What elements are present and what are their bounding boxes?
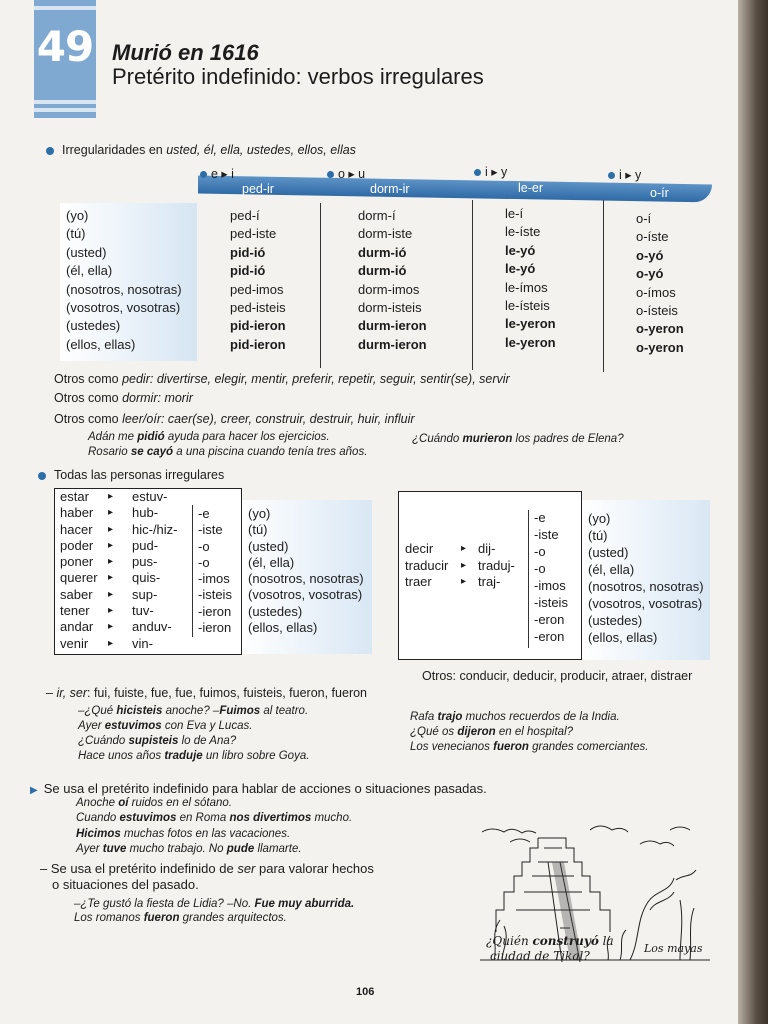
dormir-conjugation: dorm-í dorm-iste durm-ió durm-ió dorm-imos dorm-isteis durm-ieron durm-ieron bbox=[358, 208, 427, 352]
section2-heading: Todas las personas irregulares bbox=[38, 468, 224, 482]
example-elena: ¿Cuándo murieron los padres de Elena? bbox=[412, 433, 624, 445]
unit-subtitle: Pretérito indefinido: verbos irregulares bbox=[112, 64, 484, 89]
verb-dormir: dorm-ir bbox=[370, 182, 410, 196]
book-edge bbox=[738, 0, 768, 1024]
oir-conjugation: o-í o-íste o-yó o-yó o-ímos o-ísteis o-yeron o-yeron bbox=[636, 211, 684, 355]
illustration-answer: Los mayas bbox=[644, 942, 703, 955]
persons-column-3: (yo) (tú) (usted) (él, ella) (nosotros, nosotras) (vosotros, vosotras) (ustedes) (ellos, ellas) bbox=[588, 511, 704, 645]
otros-dormir: Otros como dormir: morir bbox=[54, 391, 193, 405]
ir-ser-examples-left: –¿Qué hicisteis anoche? –Fuimos al teatro. Ayer estuvimos con Eva y Lucas. ¿Cuándo supisteis lo de Ana? Hace unos años traduje un libro sobre Goya. bbox=[78, 705, 310, 762]
verb-oir: o-ír bbox=[650, 186, 669, 200]
infinitives-column: estar haber hacer poder poner querer saber tener andar venir bbox=[60, 489, 98, 651]
bullet-icon bbox=[46, 147, 54, 155]
arrow-column: ▸ ▸ ▸ ▸ ▸ ▸ ▸ ▸ ▸ ▸ bbox=[108, 491, 114, 649]
unit-title: Murió en 1616 bbox=[112, 40, 259, 65]
otros-pedir: Otros como pedir: divertirse, elegir, mentir, preferir, repetir, seguir, sentir(se), servir bbox=[54, 372, 510, 386]
ser-rule-line2: o situaciones del pasado. bbox=[52, 877, 199, 892]
persons-column-2: (yo) (tú) (usted) (él, ella) (nosotros, nosotras) (vosotros, vosotras) (ustedes) (ellos, ellas) bbox=[248, 506, 364, 636]
bullet-icon bbox=[327, 171, 334, 178]
ser-rule-line1: – Se usa el pretérito indefinido de ser para valorar hechos bbox=[40, 861, 374, 876]
bullet-icon bbox=[200, 171, 207, 178]
bullet-icon bbox=[38, 472, 46, 480]
j-stems: dij- traduj- traj- bbox=[478, 541, 515, 589]
stems-column: estuv- hub- hic-/hiz- pud- pus- quis- sup- tuv- anduv- vin- bbox=[132, 489, 178, 651]
change-1: e ▸ i bbox=[200, 166, 234, 181]
verb-leer: le-er bbox=[518, 181, 544, 195]
otros-j-verbs: Otros: conducir, deducir, producir, atraer, distraer bbox=[422, 669, 693, 683]
change-4: i ▸ y bbox=[608, 167, 641, 182]
section4-heading: ▶ Se usa el pretérito indefinido para hablar de acciones o situaciones pasadas. bbox=[30, 781, 487, 796]
j-infinitives: decir traducir traer bbox=[405, 541, 449, 589]
bullet-icon bbox=[474, 169, 481, 176]
unit-number-tab bbox=[34, 0, 96, 118]
bullet-icon bbox=[608, 172, 615, 179]
ir-ser-examples-right: Rafa trajo muchos recuerdos de la India. ¿Qué os dijeron en el hospital? Los venecianos fueron grandes comerciantes. bbox=[410, 711, 649, 753]
leer-conjugation: le-í le-íste le-yó le-yó le-ímos le-ísteis le-yeron le-yeron bbox=[505, 206, 556, 350]
example-rosario: Rosario se cayó a una piscina cuando tenía tres años. bbox=[88, 446, 368, 458]
verb-pedir: ped-ir bbox=[242, 182, 274, 196]
change-2: o ▸ u bbox=[327, 166, 365, 181]
endings-column: -e -iste -o -o -imos -isteis -ieron -ieron bbox=[198, 506, 232, 636]
ser-example-1: –¿Te gustó la fiesta de Lidia? –No. Fue muy aburrida. bbox=[74, 898, 355, 910]
pedir-conjugation: ped-í ped-iste pid-ió pid-ió ped-imos ped-isteis pid-ieron pid-ieron bbox=[230, 208, 286, 352]
otros-leer: Otros como leer/oír: caer(se), creer, construir, destruir, huir, influir bbox=[54, 412, 415, 426]
ser-example-2: Los romanos fueron grandes arquitectos. bbox=[74, 912, 287, 924]
j-arrows: ▸ ▸ ▸ bbox=[461, 543, 467, 587]
j-endings: -e -iste -o -o -imos -isteis -eron -eron bbox=[534, 510, 568, 644]
section4-examples: Anoche oí ruidos en el sótano. Cuando estuvimos en Roma nos divertimos mucho. Hicimos muchas fotos en las vacaciones. Ayer tuve mucho trabajo. No pude llamarte. bbox=[76, 797, 353, 855]
section1-heading: Irregularidades en usted, él, ella, ustedes, ellos, ellas bbox=[46, 143, 356, 157]
change-3: i ▸ y bbox=[474, 164, 507, 179]
page-number: 106 bbox=[356, 986, 375, 998]
ir-ser-forms: – ir, ser: fui, fuiste, fue, fue, fuimos, fuisteis, fueron, fueron bbox=[46, 686, 368, 700]
example-adan: Adán me pidió ayuda para hacer los ejercicios. bbox=[88, 431, 330, 443]
illustration-caption: ¿Quién construyó la ciudad de Tikal? bbox=[486, 934, 614, 963]
persons-column: (yo) (tú) (usted) (él, ella) (nosotros, nosotras) (vosotros, vosotras) (ustedes) (ellos, ellas) bbox=[66, 208, 182, 352]
unit-number: 49 bbox=[36, 22, 94, 71]
